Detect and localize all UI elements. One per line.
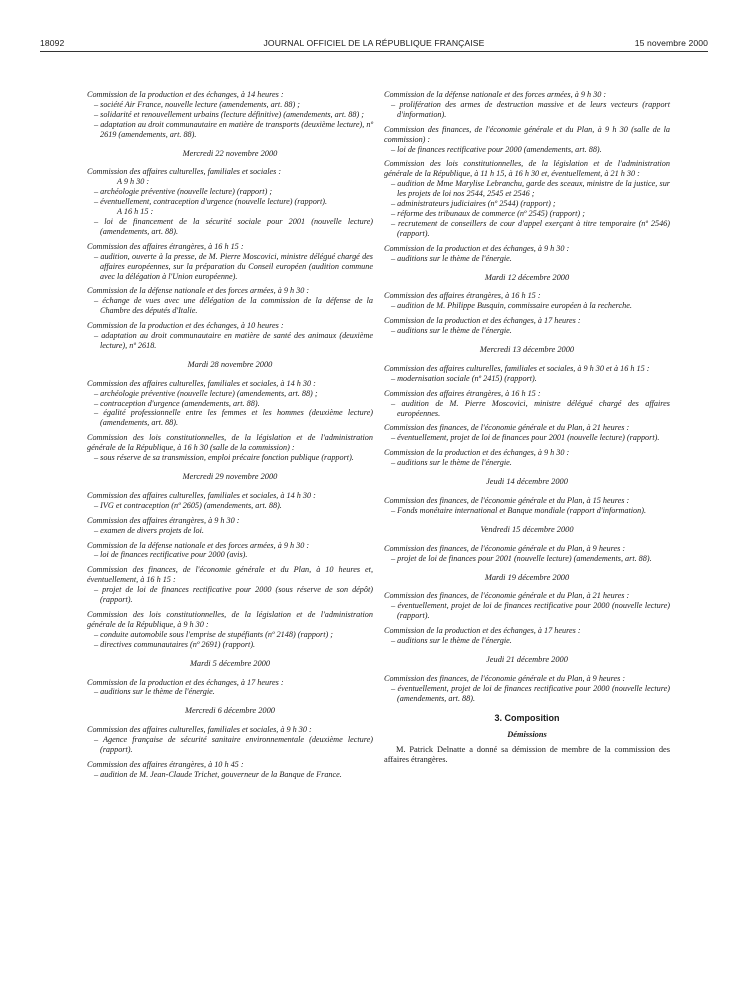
commission-heading: Commission des lois constitutionnelles, de la législation et de l'administration générale de la République, à 11 h 15, à 16 h 30 et, éventuellement, à 21 h 30 : — [384, 159, 670, 179]
agenda-entry — [87, 725, 373, 755]
agenda-entry — [384, 591, 670, 621]
agenda-item: – archéologie préventive (nouvelle lecture) (rapport) ; — [94, 187, 273, 197]
commission-heading: Commission de la défense nationale et des forces armées, à 9 h 30 : — [384, 90, 607, 99]
agenda-entry — [87, 610, 373, 650]
agenda-item: – sous réserve de sa transmission, emploi précaire fonction publique (rapport). — [94, 453, 354, 463]
commission-heading: Commission des affaires culturelles, familiales et sociales, à 14 h 30 : — [87, 378, 316, 388]
agenda-entry — [384, 496, 670, 516]
agenda-item: – auditions sur le thème de l'énergie. — [391, 326, 512, 336]
agenda-entry — [87, 90, 373, 140]
page-number: 18092 — [40, 38, 65, 48]
agenda-entry — [384, 159, 670, 238]
agenda-entry — [384, 291, 670, 311]
agenda-entry — [384, 316, 670, 336]
date-heading: Mercredi 6 décembre 2000 — [185, 706, 275, 716]
agenda-entry — [87, 491, 373, 511]
commission-heading: Commission des affaires étrangères, à 16 h 15 : — [384, 388, 541, 398]
agenda-item: – auditions sur le thème de l'énergie. — [391, 458, 512, 468]
agenda-item: – audition de M. Philippe Busquin, commissaire européen à la recherche. — [391, 301, 632, 311]
agenda-entry — [87, 760, 373, 780]
page-header — [40, 38, 708, 52]
date-heading: Mercredi 22 novembre 2000 — [182, 148, 278, 158]
commission-heading: Commission de la production et des échanges, à 17 heures : — [87, 677, 284, 687]
agenda-item: – audition de Mme Marylise Lebranchu, garde des sceaux, ministre de la justice, sur les projets de loi nos 2544, 2545 et 2546 ; — [391, 179, 670, 199]
date-heading: Mardi 12 décembre 2000 — [484, 272, 570, 282]
agenda-item: – audition, ouverte à la presse, de M. Pierre Moscovici, ministre délégué chargé des affaires européennes, sur la préparation du Conseil européen (audition commune avec la délégation à l'Union européenne). — [94, 251, 373, 281]
agenda-entry — [87, 678, 373, 698]
commission-heading: Commission des finances, de l'économie générale et du Plan, à 10 heures et, éventuellement, à 16 h 15 : — [87, 565, 373, 585]
agenda-entry — [384, 423, 670, 443]
commission-heading: Commission de la production et des échanges, à 14 heures : — [87, 90, 284, 99]
agenda-entry — [87, 379, 373, 429]
agenda-entry — [384, 90, 670, 120]
agenda-item: – réforme des tribunaux de commerce (nº 2545) (rapport) ; — [391, 208, 585, 218]
agenda-item: – auditions sur le thème de l'énergie. — [391, 636, 512, 646]
date-heading: Mardi 5 décembre 2000 — [189, 658, 271, 668]
date-heading: Mardi 28 novembre 2000 — [187, 359, 273, 369]
commission-heading: Commission de la production et des échanges, à 17 heures : — [384, 316, 581, 326]
agenda-item: – administrateurs judiciaires (nº 2544) (rapport) ; — [391, 199, 556, 209]
agenda-item: – Fonds monétaire international et Banque mondiale (rapport d'information). — [391, 505, 647, 515]
agenda-item: – archéologie préventive (nouvelle lecture) (amendements, art. 88) ; — [94, 388, 318, 398]
agenda-entry — [87, 433, 373, 463]
issue-date: 15 novembre 2000 — [634, 38, 708, 48]
section-heading: 3. Composition — [494, 712, 560, 723]
commission-heading: Commission des affaires étrangères, à 10 h 45 : — [87, 759, 244, 769]
header-rule — [40, 51, 708, 52]
agenda-entry — [384, 125, 670, 155]
agenda-item: – adaptation au droit communautaire en matière de santé des animaux (deuxième lecture), nº 2618. — [94, 331, 373, 350]
date-heading: Jeudi 21 décembre 2000 — [486, 654, 568, 664]
agenda-entry — [384, 244, 670, 264]
commission-heading: Commission de la production et des échanges, à 9 h 30 : — [384, 448, 570, 458]
agenda-item: – prolifération des armes de destruction massive et de leurs vecteurs (rapport d'information). — [391, 99, 670, 119]
agenda-item: – Agence française de sécurité sanitaire environnementale (deuxième lecture) (rapport). — [94, 735, 373, 755]
commission-heading: Commission des lois constitutionnelles, de la législation et de l'administration générale de la République, à 9 h 30 : — [87, 609, 373, 629]
paragraph: M. Patrick Delnatte a donné sa démission de membre de la commission des affaires étrangères. — [384, 745, 670, 765]
commission-heading: Commission des affaires étrangères, à 16 h 15 : — [384, 291, 541, 301]
agenda-item: – IVG et contraception (nº 2605) (amendements, art. 88). — [94, 500, 282, 510]
agenda-item: – loi de financement de la sécurité sociale pour 2001 (nouvelle lecture) (amendements, art. 88). — [94, 216, 373, 236]
agenda-entry — [384, 448, 670, 468]
agenda-entry — [384, 389, 670, 419]
agenda-entry — [87, 321, 373, 351]
date-heading: Mercredi 29 novembre 2000 — [182, 472, 278, 481]
agenda-entry — [384, 364, 670, 384]
agenda-item: – éventuellement, projet de loi de finances pour 2001 (nouvelle lecture) (rapport). — [391, 433, 660, 443]
agenda-item: – auditions sur le thème de l'énergie. — [94, 687, 215, 697]
date-heading: Mercredi 13 décembre 2000 — [479, 345, 575, 355]
agenda-item: – projet de loi de finances pour 2001 (nouvelle lecture) (amendements, art. 88). — [391, 553, 652, 563]
agenda-item: – directives communautaires (nº 2691) (rapport). — [94, 639, 256, 649]
commission-heading: Commission des affaires culturelles, familiales et sociales, à 9 h 30 : — [87, 725, 312, 735]
agenda-item: – recrutement de conseillers de cour d'appel exerçant à titre temporaire (nº 2546) (rapport). — [391, 218, 670, 238]
agenda-entry — [87, 541, 373, 561]
commission-heading: Commission des finances, de l'économie générale et du Plan, à 15 heures : — [384, 496, 630, 505]
commission-heading: Commission des finances, de l'économie générale et du Plan, à 9 h 30 (salle de la commission) : — [384, 124, 670, 144]
time-subheading: A 9 h 30 : — [117, 177, 150, 187]
commission-heading: Commission des finances, de l'économie générale et du Plan, à 21 heures : — [384, 423, 630, 433]
commission-heading: Commission des lois constitutionnelles, de la législation et de l'administration générale de la République, à 16 h 30 (salle de la commission) : — [87, 433, 373, 453]
commission-heading: Commission des affaires culturelles, familiales et sociales : — [87, 167, 282, 177]
agenda-item: – examen de divers projets de loi. — [94, 525, 204, 535]
agenda-entry — [87, 242, 373, 282]
agenda-item: – audition de M. Jean-Claude Trichet, gouverneur de la Banque de France. — [94, 769, 342, 779]
agenda-item: – contraception d'urgence (amendements, art. 88). — [94, 398, 260, 408]
commission-heading: Commission de la défense nationale et des forces armées, à 9 h 30 : — [87, 286, 310, 296]
agenda-item: – éventuellement, projet de loi de finances rectificative pour 2000 (nouvelle lecture) (rapport). — [391, 601, 670, 621]
commission-heading: Commission de la défense nationale et des forces armées, à 9 h 30 : — [87, 540, 310, 550]
commission-heading: Commission de la production et des échanges, à 17 heures : — [384, 626, 581, 636]
date-heading: Vendredi 15 décembre 2000 — [480, 524, 574, 534]
time-subheading: A 16 h 15 : — [117, 207, 154, 217]
agenda-item: – audition de M. Pierre Moscovici, ministre délégué chargé des affaires européennes. — [391, 398, 670, 418]
commission-heading: Commission des finances, de l'économie générale et du Plan, à 9 heures : — [384, 673, 626, 683]
agenda-entry — [384, 674, 670, 704]
agenda-item: – loi de finances rectificative pour 2000 (avis). — [94, 550, 248, 560]
commission-heading: Commission des affaires étrangères, à 9 h 30 : — [87, 515, 240, 525]
agenda-entry — [87, 516, 373, 536]
agenda-item: – adaptation au droit communautaire en matière de transports (deuxième lecture), nº 2619 (amendements, art. 88). — [94, 119, 373, 139]
agenda-item: – éventuellement, projet de loi de finances rectificative pour 2000 (nouvelle lecture) (amendements, art. 88). — [391, 683, 670, 703]
agenda-entry — [87, 565, 373, 605]
agenda-entry — [87, 167, 373, 236]
agenda-item: – auditions sur le thème de l'énergie. — [391, 253, 512, 263]
commission-heading: Commission de la production et des échanges, à 10 heures : — [87, 321, 284, 331]
subsection-heading: Démissions — [507, 729, 547, 739]
journal-title: JOURNAL OFFICIEL DE LA RÉPUBLIQUE FRANÇAISE — [263, 38, 485, 48]
agenda-entry — [384, 626, 670, 646]
agenda-item: – échange de vues avec une délégation de la commission de la défense de la Chambre des députés d'Italie. — [94, 296, 373, 316]
commission-heading: Commission des affaires culturelles, familiales et sociales, à 14 h 30 : — [87, 490, 316, 500]
commission-heading: Commission des finances, de l'économie générale et du Plan, à 21 heures : — [384, 591, 630, 601]
agenda-item: – égalité professionnelle entre les femmes et les hommes (deuxième lecture) (amendements, art. 88). — [94, 408, 373, 428]
agenda-item: – projet de loi de finances rectificative pour 2000 (sous réserve de son dépôt) (rapport). — [94, 585, 373, 605]
commission-heading: Commission des affaires étrangères, à 16 h 15 : — [87, 241, 244, 251]
agenda-item: – loi de finances rectificative pour 2000 (amendements, art. 88). — [391, 144, 602, 154]
agenda-entry — [384, 544, 670, 564]
agenda-item: – solidarité et renouvellement urbains (lecture définitive) (amendements, art. 88) ; — [94, 109, 364, 119]
date-heading: Jeudi 14 décembre 2000 — [486, 477, 568, 487]
left-column — [87, 90, 373, 785]
commission-heading: Commission des finances, de l'économie générale et du Plan, à 9 heures : — [384, 543, 626, 553]
agenda-entry — [87, 286, 373, 316]
agenda-item: – société Air France, nouvelle lecture (amendements, art. 88) ; — [94, 99, 300, 109]
right-column — [384, 90, 670, 765]
commission-heading: Commission des affaires culturelles, familiales et sociales, à 9 h 30 et à 16 h 15 : — [384, 363, 650, 373]
agenda-item: – modernisation sociale (nº 2415) (rapport). — [391, 373, 537, 383]
date-heading: Mardi 19 décembre 2000 — [484, 572, 570, 582]
agenda-item: – éventuellement, contraception d'urgence (nouvelle lecture) (rapport). — [94, 197, 328, 207]
commission-heading: Commission de la production et des échanges, à 9 h 30 : — [384, 243, 570, 253]
agenda-item: – conduite automobile sous l'emprise de stupéfiants (nº 2148) (rapport) ; — [94, 629, 333, 639]
